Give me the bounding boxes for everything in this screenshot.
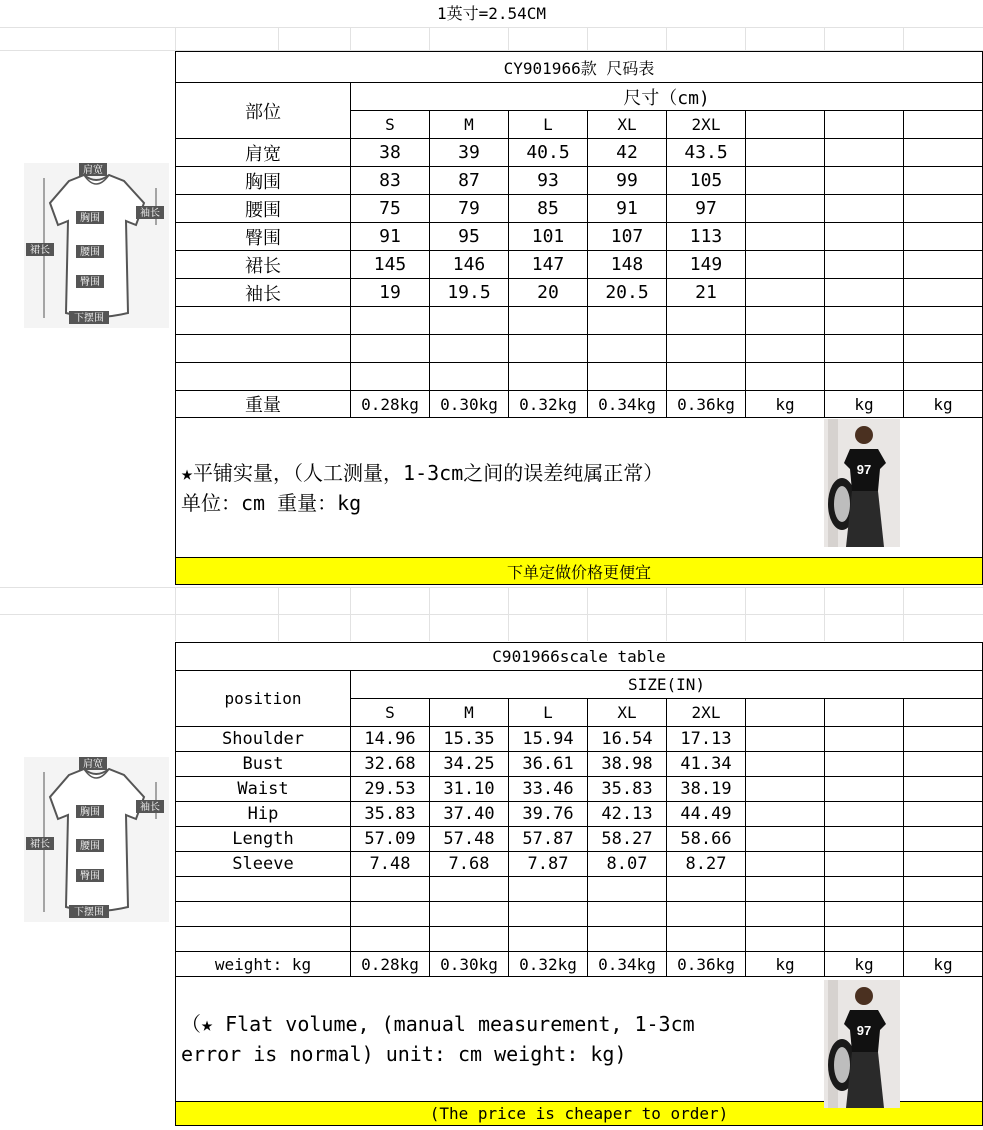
en-size-s: S <box>351 699 430 727</box>
size-value-cell: 75 <box>351 195 430 223</box>
empty-cell <box>825 752 904 777</box>
en-footer-banner: (The price is cheaper to order) <box>176 1102 983 1126</box>
weight-cell: kg <box>825 952 904 977</box>
photo-jersey-number: 97 <box>856 462 872 477</box>
en-size-m: M <box>430 699 509 727</box>
empty-cell <box>746 251 825 279</box>
weight-cell: 0.28kg <box>351 952 430 977</box>
row-label: 肩宽 <box>176 139 351 167</box>
empty-cell <box>746 223 825 251</box>
empty-cell <box>904 139 983 167</box>
size-value-cell: 19.5 <box>430 279 509 307</box>
cn-note-line2: 单位：cm 重量：kg <box>181 490 362 515</box>
cn-part-header: 部位 <box>176 83 351 139</box>
en-size-xl: XL <box>588 699 667 727</box>
cn-weight-row <box>176 391 983 418</box>
weight-cell: 0.32kg <box>509 952 588 977</box>
empty-cell <box>904 699 983 727</box>
row-label: Hip <box>176 802 351 827</box>
en-part-header: position <box>176 671 351 727</box>
size-value-cell: 91 <box>588 195 667 223</box>
en-note-line1: （★ Flat volume, (manual measurement, 1-3cm <box>181 1012 695 1036</box>
en-weight-label: weight: kg <box>176 952 351 977</box>
table-row <box>176 195 983 223</box>
dress-measurement-diagram <box>24 757 169 922</box>
empty-cell <box>825 223 904 251</box>
size-value-cell: 38.19 <box>667 777 746 802</box>
size-value-cell: 39 <box>430 139 509 167</box>
diagram-label-waist: 腰围 <box>80 247 100 258</box>
row-label: Shoulder <box>176 727 351 752</box>
table-row <box>176 802 983 827</box>
empty-cell <box>825 827 904 852</box>
empty-cell <box>904 251 983 279</box>
diagram-label-hem: 下摆围 <box>74 313 104 324</box>
empty-cell <box>904 727 983 752</box>
cn-size-2xl: 2XL <box>667 111 746 139</box>
empty-cell <box>904 111 983 139</box>
weight-cell: kg <box>825 391 904 418</box>
weight-cell: kg <box>904 952 983 977</box>
size-value-cell: 32.68 <box>351 752 430 777</box>
size-value-cell: 41.34 <box>667 752 746 777</box>
cn-size-m: M <box>430 111 509 139</box>
empty-cell <box>825 699 904 727</box>
size-value-cell: 21 <box>667 279 746 307</box>
empty-cell <box>825 802 904 827</box>
en-size-2xl: 2XL <box>667 699 746 727</box>
size-value-cell: 148 <box>588 251 667 279</box>
empty-cell <box>746 802 825 827</box>
cn-size-s: S <box>351 111 430 139</box>
diagram-label-hip: 臀围 <box>80 871 100 882</box>
row-label: 袖长 <box>176 279 351 307</box>
empty-cell <box>825 111 904 139</box>
weight-cell: 0.30kg <box>430 391 509 418</box>
size-value-cell: 8.27 <box>667 852 746 877</box>
size-value-cell: 7.48 <box>351 852 430 877</box>
photo-jersey-number: 97 <box>856 1023 872 1038</box>
size-value-cell: 7.68 <box>430 852 509 877</box>
empty-cell <box>746 699 825 727</box>
weight-cell: 0.28kg <box>351 391 430 418</box>
empty-cell <box>904 223 983 251</box>
size-value-cell: 15.35 <box>430 727 509 752</box>
empty-cell <box>746 727 825 752</box>
size-value-cell: 35.83 <box>351 802 430 827</box>
size-value-cell: 44.49 <box>667 802 746 827</box>
table-row <box>176 167 983 195</box>
diagram-label-shoulder: 肩宽 <box>83 165 103 176</box>
en-size-header: SIZE(IN) <box>351 671 983 699</box>
empty-cell <box>904 827 983 852</box>
empty-cell <box>746 827 825 852</box>
size-value-cell: 20.5 <box>588 279 667 307</box>
size-value-cell: 145 <box>351 251 430 279</box>
row-label: 臀围 <box>176 223 351 251</box>
size-value-cell: 57.87 <box>509 827 588 852</box>
table-row <box>176 223 983 251</box>
empty-cell <box>825 251 904 279</box>
table-row <box>176 727 983 752</box>
size-value-cell: 147 <box>509 251 588 279</box>
cn-note-line1: ★平铺实量，（人工测量，1-3cm之间的误差纯属正常） <box>181 460 664 485</box>
empty-cell <box>825 167 904 195</box>
size-value-cell: 42 <box>588 139 667 167</box>
product-photo <box>824 419 900 547</box>
row-label: Bust <box>176 752 351 777</box>
diagram-label-hip: 臀围 <box>80 277 100 288</box>
empty-cell <box>825 195 904 223</box>
size-value-cell: 43.5 <box>667 139 746 167</box>
size-value-cell: 8.07 <box>588 852 667 877</box>
row-label: 胸围 <box>176 167 351 195</box>
table-row <box>176 852 983 877</box>
empty-cell <box>904 777 983 802</box>
en-table-title: C901966scale table <box>176 643 983 671</box>
empty-cell <box>746 279 825 307</box>
product-photo <box>824 980 900 1108</box>
empty-cell <box>904 852 983 877</box>
cn-table-title: CY901966款 尺码表 <box>176 52 983 83</box>
size-value-cell: 19 <box>351 279 430 307</box>
diagram-label-hem: 下摆围 <box>74 907 104 918</box>
size-value-cell: 87 <box>430 167 509 195</box>
table-row <box>176 777 983 802</box>
cn-footer-banner: 下单定做价格更便宜 <box>176 558 983 585</box>
empty-cell <box>746 111 825 139</box>
empty-cell <box>904 167 983 195</box>
size-value-cell: 39.76 <box>509 802 588 827</box>
table-row <box>176 279 983 307</box>
size-value-cell: 33.46 <box>509 777 588 802</box>
size-value-cell: 17.13 <box>667 727 746 752</box>
empty-cell <box>825 727 904 752</box>
size-value-cell: 36.61 <box>509 752 588 777</box>
empty-cell <box>904 802 983 827</box>
size-value-cell: 107 <box>588 223 667 251</box>
table-row <box>176 251 983 279</box>
en-size-l: L <box>509 699 588 727</box>
diagram-label-sleeve: 袖长 <box>140 802 160 813</box>
row-label: Waist <box>176 777 351 802</box>
row-label: Length <box>176 827 351 852</box>
diagram-label-skirt-length: 裙长 <box>30 245 50 256</box>
size-value-cell: 40.5 <box>509 139 588 167</box>
diagram-label-skirt-length: 裙长 <box>30 839 50 850</box>
table-row <box>176 139 983 167</box>
row-label: Sleeve <box>176 852 351 877</box>
weight-cell: kg <box>746 952 825 977</box>
size-value-cell: 38 <box>351 139 430 167</box>
size-value-cell: 93 <box>509 167 588 195</box>
row-label: 裙长 <box>176 251 351 279</box>
cn-weight-label: 重量 <box>176 391 351 418</box>
empty-cell <box>746 195 825 223</box>
size-value-cell: 57.09 <box>351 827 430 852</box>
weight-cell: 0.36kg <box>667 391 746 418</box>
size-value-cell: 113 <box>667 223 746 251</box>
empty-cell <box>825 279 904 307</box>
size-value-cell: 14.96 <box>351 727 430 752</box>
size-value-cell: 42.13 <box>588 802 667 827</box>
en-note-line2: error is normal) unit: cm weight: kg) <box>181 1042 627 1066</box>
row-label: 腰围 <box>176 195 351 223</box>
size-value-cell: 97 <box>667 195 746 223</box>
empty-cell <box>746 852 825 877</box>
size-value-cell: 95 <box>430 223 509 251</box>
size-value-cell: 35.83 <box>588 777 667 802</box>
cn-size-l: L <box>509 111 588 139</box>
empty-cell <box>904 195 983 223</box>
empty-cell <box>746 167 825 195</box>
size-value-cell: 31.10 <box>430 777 509 802</box>
size-value-cell: 16.54 <box>588 727 667 752</box>
weight-cell: 0.34kg <box>588 952 667 977</box>
size-value-cell: 38.98 <box>588 752 667 777</box>
diagram-label-chest: 胸围 <box>80 213 100 224</box>
size-value-cell: 34.25 <box>430 752 509 777</box>
weight-cell: 0.32kg <box>509 391 588 418</box>
size-value-cell: 58.27 <box>588 827 667 852</box>
size-value-cell: 99 <box>588 167 667 195</box>
weight-cell: kg <box>746 391 825 418</box>
size-value-cell: 91 <box>351 223 430 251</box>
size-value-cell: 20 <box>509 279 588 307</box>
size-value-cell: 101 <box>509 223 588 251</box>
size-value-cell: 58.66 <box>667 827 746 852</box>
inch-conversion-note: 1英寸=2.54CM <box>0 0 983 27</box>
size-value-cell: 146 <box>430 251 509 279</box>
empty-cell <box>825 139 904 167</box>
size-value-cell: 15.94 <box>509 727 588 752</box>
weight-cell: 0.34kg <box>588 391 667 418</box>
size-value-cell: 83 <box>351 167 430 195</box>
weight-cell: 0.36kg <box>667 952 746 977</box>
dress-measurement-diagram <box>24 163 169 328</box>
empty-cell <box>746 777 825 802</box>
size-value-cell: 7.87 <box>509 852 588 877</box>
size-value-cell: 79 <box>430 195 509 223</box>
size-value-cell: 85 <box>509 195 588 223</box>
table-row <box>176 752 983 777</box>
empty-cell <box>746 139 825 167</box>
diagram-label-shoulder: 肩宽 <box>83 759 103 770</box>
en-weight-row <box>176 952 983 977</box>
cn-size-header: 尺寸（cm) <box>351 83 983 111</box>
empty-cell <box>746 752 825 777</box>
size-value-cell: 29.53 <box>351 777 430 802</box>
diagram-label-sleeve: 袖长 <box>140 208 160 219</box>
size-value-cell: 37.40 <box>430 802 509 827</box>
weight-cell: 0.30kg <box>430 952 509 977</box>
empty-cell <box>904 279 983 307</box>
table-row <box>176 827 983 852</box>
diagram-label-waist: 腰围 <box>80 841 100 852</box>
size-value-cell: 149 <box>667 251 746 279</box>
size-value-cell: 105 <box>667 167 746 195</box>
empty-cell <box>825 852 904 877</box>
empty-cell <box>904 752 983 777</box>
empty-cell <box>825 777 904 802</box>
size-value-cell: 57.48 <box>430 827 509 852</box>
diagram-label-chest: 胸围 <box>80 807 100 818</box>
weight-cell: kg <box>904 391 983 418</box>
cn-size-xl: XL <box>588 111 667 139</box>
